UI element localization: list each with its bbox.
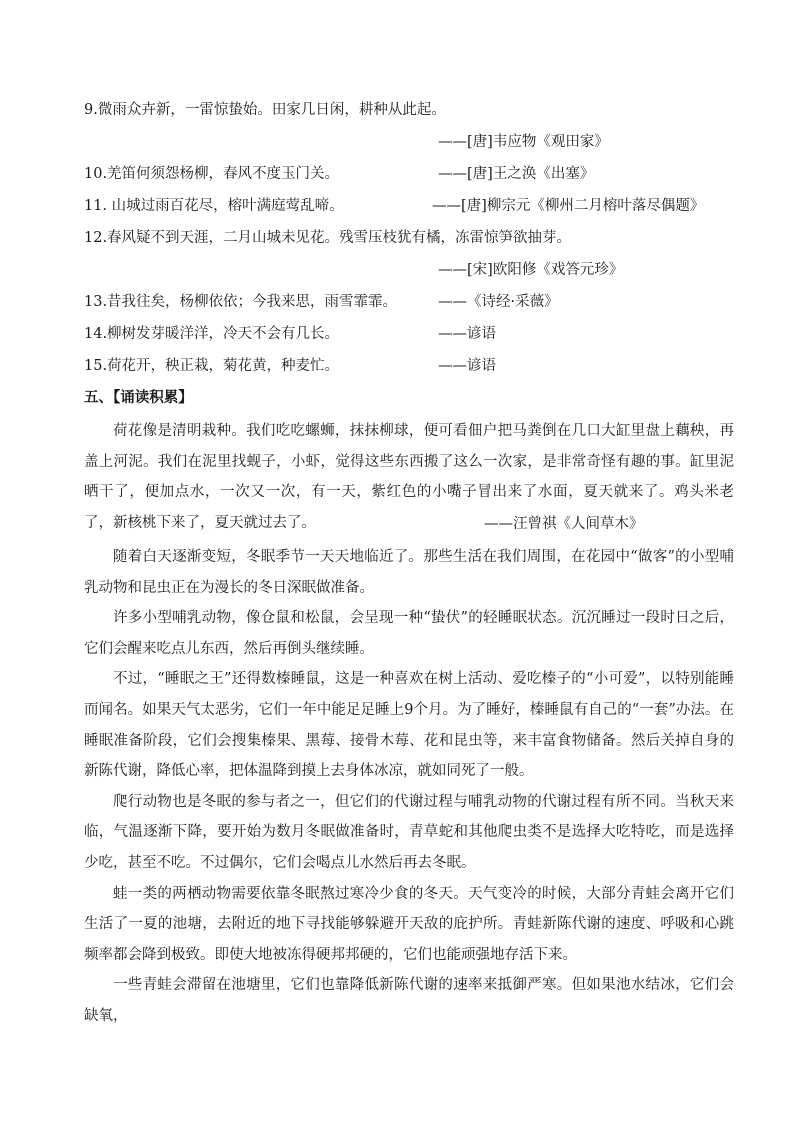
poem-12-text: 12.春风疑不到天涯，二月山城未见花。残雪压枝犹有橘，冻雷惊笋欲抽芽。 bbox=[84, 230, 572, 246]
poem-13-text: 13.昔我往矣，杨柳依依；今我来思，雨雪霏霏。 bbox=[84, 294, 398, 310]
poem-15-source: ——谚语 bbox=[438, 358, 496, 374]
poem-15-text: 15.荷花开，秧正栽，菊花黄，种麦忙。 bbox=[84, 358, 340, 374]
poem-10-source: ——[唐]王之涣《出塞》 bbox=[438, 166, 595, 182]
poem-9-source: ——[唐]韦应物《观田家》 bbox=[438, 134, 609, 150]
passage-1-source: ——汪曾祺《人间草木》 bbox=[484, 516, 644, 532]
passage-2 bbox=[84, 542, 734, 1032]
poem-14-text: 14.柳树发芽暖洋洋，冷天不会有几长。 bbox=[84, 326, 340, 342]
passage-1-text: 荷花像是清明栽种。我们吃吃螺蛳，抹抹柳球，便可看佃户把马粪倒在几口大缸里盘上藕秧，再盖上河泥。我们在泥里找蚬子，小虾，觉得这些东西搬了这么一次家，是非常奇怪有趣的事。缸里泥晒干了，便加点水，一次又一次，有一天，紫红色的小嘴子冒出来了水面，夏天就来了。鸡头米老了，新核桃下来了，夏天就过去了。 bbox=[84, 423, 734, 531]
poem-11-text: 11. 山城过雨百花尽，榕叶满庭莺乱啼。 bbox=[84, 198, 344, 214]
poem-9-text: 9.微雨众卉新，一雷惊蛰始。田家几日闲，耕种从此起。 bbox=[84, 102, 446, 118]
poem-11-source: ——[唐]柳宗元《柳州二月榕叶落尽偶题》 bbox=[432, 198, 705, 214]
section-heading: 五、【诵读积累】 bbox=[84, 389, 193, 406]
poem-14-source: ——谚语 bbox=[438, 326, 496, 342]
paragraph: 蛙一类的两栖动物需要依靠冬眠熬过寒冷少食的冬天。天气变冷的时候，大部分青蛙会离开它们生活了一夏的池塘，去附近的地下寻找能够躲避开天敌的庇护所。青蛙新陈代谢的速度、呼吸和心跳频率都会降到极致。即使大地被冻得硬邦邦硬的，它们也能顽强地存活下来。 bbox=[84, 885, 734, 963]
paragraph: 一些青蛙会滞留在池塘里，它们也靠降低新陈代谢的速率来抵御严寒。但如果池水结冰，它们会缺氧， bbox=[84, 977, 734, 1024]
paragraph: 不过，“睡眠之王”还得数榛睡鼠，这是一种喜欢在树上活动、爱吃榛子的“小可爱”，以特别能睡而闻名。如果天气太恶劣，它们一年中能足足睡上9个月。为了睡好，榛睡鼠有自己的“一套”办法。在睡眠准备阶段，它们会搜集榛果、黑莓、接骨木莓、花和昆虫等，来丰富食物储备。然后关掉自身的新陈代谢，降低心率，把体温降到摸上去身体冰凉，就如同死了一般。 bbox=[84, 671, 734, 780]
poem-12-source: ——[宋]欧阳修《戏答元珍》 bbox=[438, 262, 624, 278]
poem-13-source: ——《诗经·采薇》 bbox=[438, 294, 559, 310]
paragraph: 爬行动物也是冬眠的参与者之一，但它们的代谢过程与哺乳动物的代谢过程有所不同。当秋天来临，气温逐渐下降，要开始为数月冬眠做准备时，青草蛇和其他爬虫类不是选择大吃特吃，而是选择少吃，甚至不吃。不过偶尔，它们会喝点儿水然后再去冬眠。 bbox=[84, 793, 734, 871]
poem-10-text: 10.羌笛何须怨杨柳，春风不度玉门关。 bbox=[84, 166, 340, 182]
paragraph: 随着白天逐渐变短，冬眠季节一天天地临近了。那些生活在我们周围，在花园中“做客”的小型哺乳动物和昆虫正在为漫长的冬日深眠做准备。 bbox=[84, 549, 734, 596]
paragraph: 许多小型哺乳动物，像仓鼠和松鼠，会呈现一种“蛰伏”的轻睡眠状态。沉沉睡过一段时日之后，它们会醒来吃点儿东西，然后再倒头继续睡。 bbox=[84, 610, 734, 657]
